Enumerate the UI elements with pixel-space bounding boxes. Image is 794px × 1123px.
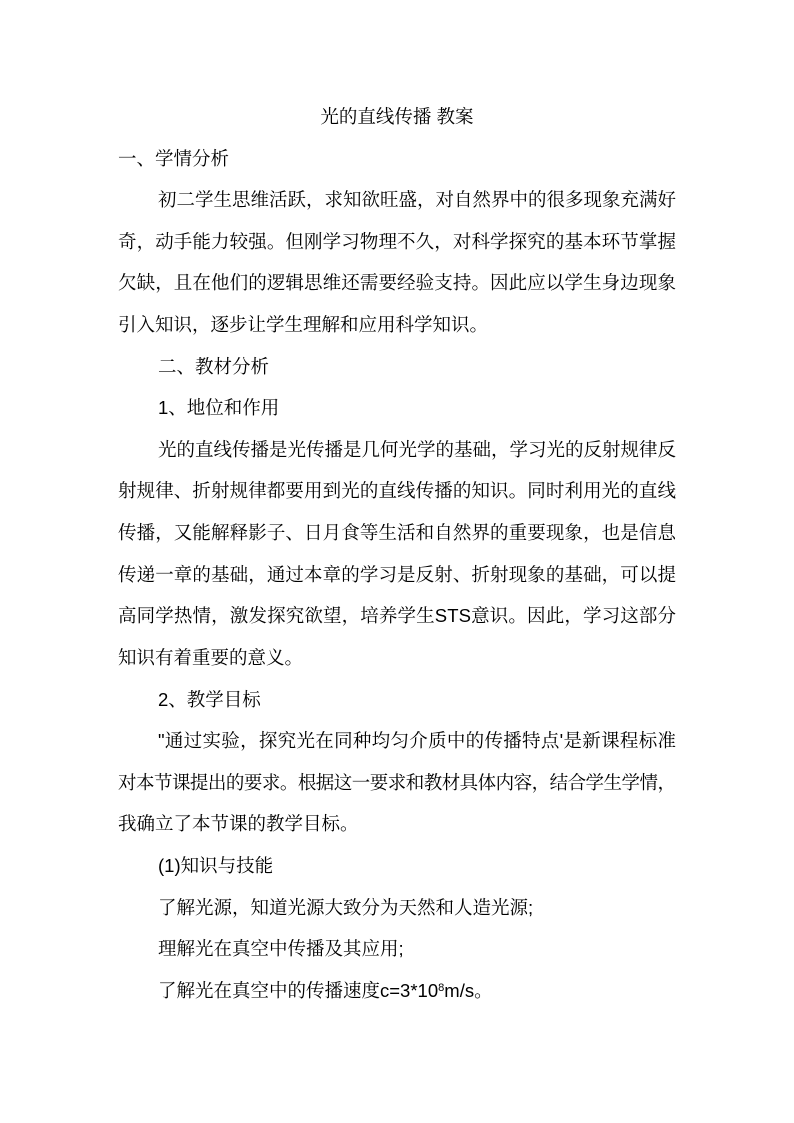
paragraph-line [118,637,676,679]
line-text: 欠缺，且在他们的逻辑思维还需要经验支持。因此应以学生身边现象 [118,272,677,294]
section-material-analysis [118,346,676,1012]
line-text: 光的直线传播是光传播是几何光学的基础，学习光的反射规律反 [158,438,676,460]
line-text: 知识有着重要的意义。 [118,646,304,668]
paragraph-line [118,179,676,221]
knowledge-skills-block [118,845,676,1011]
section-heading-text: 一、学情分析 [118,147,230,169]
line-text: 初二学生思维活跃，求知欲旺盛，对自然界中的很多现象充满好 [158,189,676,211]
line-text: 传播，又能解释影子、日月食等生活和自然界的重要现象，也是信息 [118,522,677,544]
paragraph-line [118,554,676,596]
list-item-suffix: m/s。 [444,979,493,1001]
section-heading-text: 二、教材分析 [158,355,270,377]
paragraph [118,179,676,345]
line-text: 高同学热情，激发探究欲望，培养学生STS意识。因此，学习这部分 [118,605,677,627]
list-item [118,887,676,929]
paragraph-line [118,470,676,512]
subsection-heading-text: 2、教学目标 [158,688,261,710]
line-text: 传递一章的基础，通过本章的学习是反射、折射现象的基础，可以提 [118,563,677,585]
line-text: 对本节课提出的要求。根据这一要求和教材具体内容，结合学生学情， [118,771,676,793]
line-text: 射规律、折射规律都要用到光的直线传播的知识。同时利用光的直线 [118,480,677,502]
paragraph-line [118,595,676,637]
paragraph-line [118,221,676,263]
subsection-heading [118,679,676,721]
paragraph-line [118,262,676,304]
list-item-text: 了解光源，知道光源大致分为天然和人造光源; [158,896,534,918]
list-item [118,928,676,970]
subsection-heading-text: 1、地位和作用 [158,397,280,419]
document-title-text: 光的直线传播 教案 [320,106,474,127]
document-title [118,96,676,138]
paragraph-line [118,512,676,554]
section-heading [118,138,676,180]
document-body [118,96,676,1011]
list-item-text: 理解光在真空中传播及其应用; [158,938,404,960]
paragraph-line [118,803,676,845]
line-text: 引入知识，逐步让学生理解和应用科学知识。 [118,314,489,336]
subsubsection-heading [118,845,676,887]
paragraph-line [118,762,676,804]
subsection-role [118,387,676,678]
section-heading [118,346,676,388]
list-item-text: 了解光在真空中的传播速度c=3*10 [158,979,439,1001]
list-item-content [158,980,493,1001]
superscript-exponent: 8 [438,982,445,995]
paragraph-line [118,429,676,471]
subsubsection-heading-text: (1)知识与技能 [158,854,274,876]
paragraph [118,429,676,679]
subsection-objectives [118,679,676,1012]
subsection-heading [118,387,676,429]
paragraph [118,720,676,845]
line-text: 我确立了本节课的教学目标。 [118,813,359,835]
line-text: 奇，动手能力较强。但刚学习物理不久，对科学探究的基本环节掌握 [118,230,677,252]
section-learner-analysis [118,138,676,346]
list-item [118,970,676,1012]
line-text: "通过实验，探究光在同种均匀介质中的传播特点'是新课程标准 [158,730,677,752]
paragraph-line [118,720,676,762]
paragraph-line [118,304,676,346]
